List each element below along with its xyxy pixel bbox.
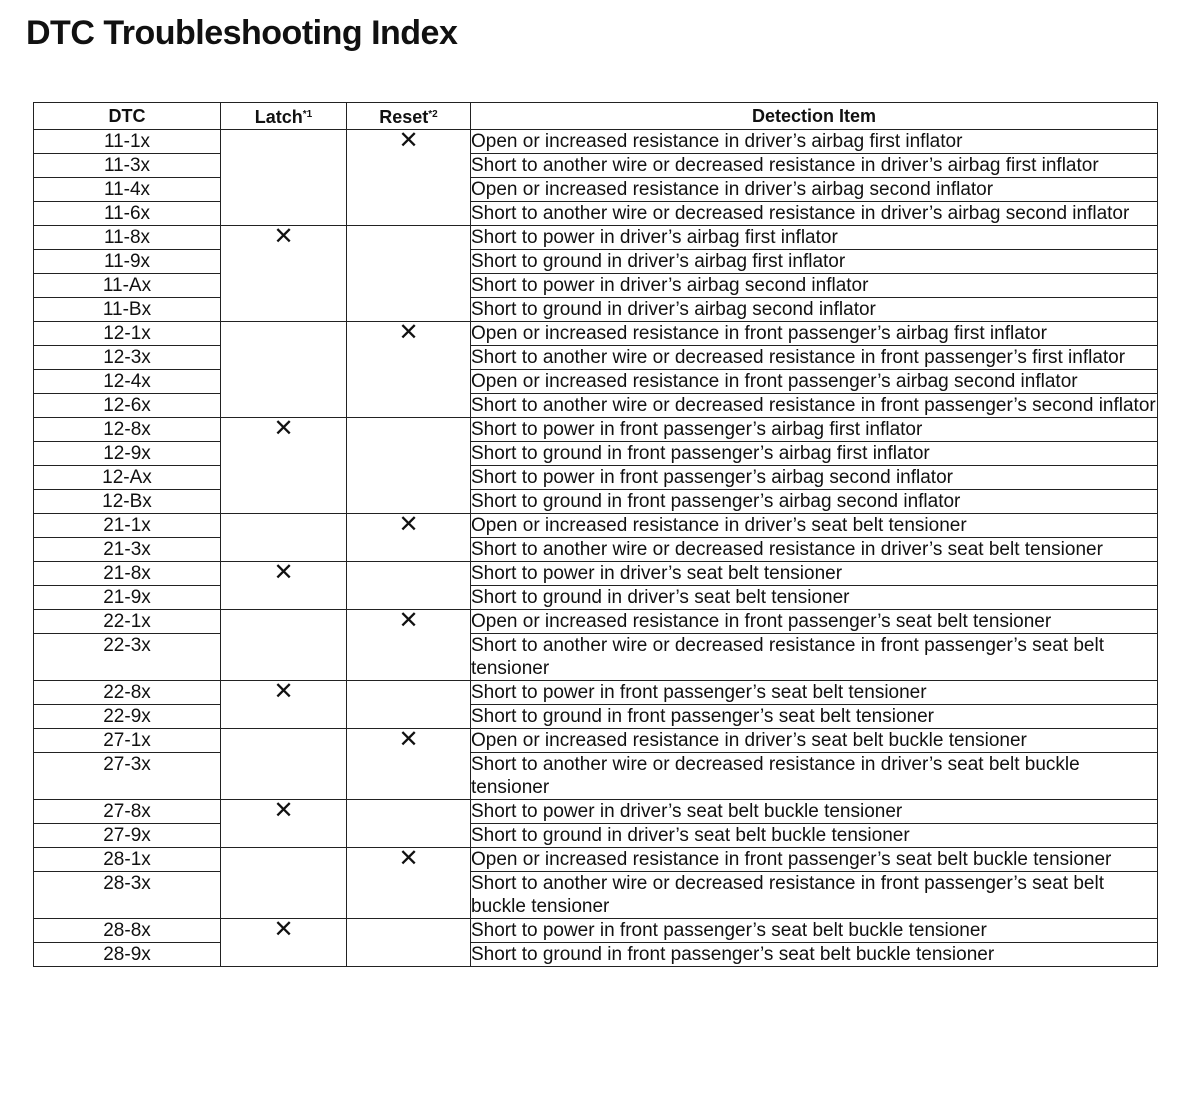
dtc-code: 11-6x (103, 203, 151, 224)
column-header-detection-label: Detection Item (751, 105, 877, 126)
table-row (34, 562, 1158, 586)
table-row (34, 370, 1158, 394)
dtc-code-cell (34, 919, 221, 943)
reset-mark-icon: ✕ (398, 726, 419, 753)
detection-item-cell (471, 394, 1158, 418)
detection-item-cell (471, 346, 1158, 370)
detection-item-text: Short to another wire or decreased resistance in driver’s airbag second inflator (471, 203, 1130, 224)
reset-mark-icon: ✕ (398, 127, 419, 154)
dtc-code-cell (34, 274, 221, 298)
detection-item-text: Open or increased resistance in driver’s airbag first inflator (471, 131, 963, 152)
detection-item-cell (471, 202, 1158, 226)
detection-item-cell (471, 562, 1158, 586)
table-row (34, 800, 1158, 824)
dtc-code: 22-1x (103, 611, 151, 632)
detection-item-text: Short to another wire or decreased resistance in driver’s airbag first inflator (471, 155, 1099, 176)
dtc-code: 12-1x (103, 323, 151, 344)
latch-mark-icon: ✕ (273, 415, 294, 442)
detection-item-text: Short to ground in front passenger’s seat belt buckle tensioner (471, 944, 995, 965)
dtc-code: 11-1x (103, 131, 151, 152)
latch-cell (221, 514, 347, 562)
dtc-code: 11-8x (103, 227, 151, 248)
table-body (34, 127, 1158, 967)
dtc-code: 28-1x (103, 849, 151, 870)
table-row (34, 178, 1158, 202)
detection-item-text: Open or increased resistance in front passenger’s seat belt tensioner (471, 611, 1052, 632)
dtc-code: 27-8x (103, 801, 151, 822)
dtc-code-cell (34, 634, 221, 681)
dtc-code: 21-1x (103, 515, 151, 536)
detection-item-text: Short to power in driver’s airbag second inflator (471, 275, 869, 296)
detection-item-cell (471, 466, 1158, 490)
table-row (34, 394, 1158, 418)
table-row (34, 586, 1158, 610)
detection-item-text: Short to ground in driver’s airbag second inflator (471, 299, 876, 320)
table-row (34, 154, 1158, 178)
dtc-code: 27-3x (103, 754, 151, 775)
dtc-code-cell (34, 538, 221, 562)
dtc-code-cell (34, 130, 221, 154)
dtc-code-cell (34, 370, 221, 394)
table-row (34, 202, 1158, 226)
latch-cell (221, 322, 347, 418)
dtc-code-cell (34, 490, 221, 514)
detection-item-cell (471, 872, 1158, 919)
column-header-latch-label: Latch (254, 107, 303, 127)
page-title: DTC Troubleshooting Index (26, 14, 458, 52)
dtc-code: 28-9x (103, 944, 151, 965)
table-header (34, 103, 1158, 130)
detection-item-cell (471, 298, 1158, 322)
dtc-code-cell (34, 442, 221, 466)
detection-item-cell (471, 226, 1158, 250)
table-row (34, 919, 1158, 943)
detection-item-text: Short to power in driver’s seat belt tensioner (471, 563, 843, 584)
dtc-code-cell (34, 466, 221, 490)
dtc-code-cell (34, 226, 221, 250)
table-row (34, 753, 1158, 800)
dtc-code-cell (34, 705, 221, 729)
detection-item-text: Short to ground in front passenger’s airbag first inflator (471, 443, 930, 464)
dtc-code: 12-8x (103, 419, 151, 440)
dtc-code-cell (34, 872, 221, 919)
detection-item-cell (471, 919, 1158, 943)
detection-item-cell (471, 490, 1158, 514)
detection-item-cell (471, 418, 1158, 442)
latch-cell (221, 729, 347, 800)
dtc-code-cell (34, 824, 221, 848)
latch-mark-icon: ✕ (273, 559, 294, 586)
latch-mark-icon: ✕ (273, 223, 294, 250)
reset-cell (347, 319, 471, 418)
table-row (34, 634, 1158, 681)
latch-mark-icon: ✕ (273, 678, 294, 705)
detection-item-cell (471, 154, 1158, 178)
dtc-code-cell (34, 418, 221, 442)
dtc-code: 21-8x (103, 563, 151, 584)
table-row (34, 943, 1158, 967)
table-row (34, 346, 1158, 370)
detection-item-cell (471, 824, 1158, 848)
detection-item-cell (471, 586, 1158, 610)
dtc-code-cell (34, 178, 221, 202)
table-row (34, 442, 1158, 466)
table-row (34, 418, 1158, 442)
detection-item-cell (471, 848, 1158, 872)
detection-item-text: Short to power in front passenger’s airbag first inflator (471, 419, 923, 440)
dtc-code: 12-9x (103, 443, 151, 464)
dtc-code-cell (34, 394, 221, 418)
detection-item-text: Short to power in driver’s seat belt buckle tensioner (471, 801, 903, 822)
detection-item-cell (471, 178, 1158, 202)
table-row (34, 514, 1158, 538)
table-row (34, 848, 1158, 872)
dtc-code-cell (34, 729, 221, 753)
dtc-code-cell (34, 154, 221, 178)
detection-item-cell (471, 514, 1158, 538)
detection-item-text: Short to power in front passenger’s airbag second inflator (471, 467, 953, 488)
detection-item-text: Open or increased resistance in driver’s airbag second inflator (471, 179, 994, 200)
detection-item-text: Short to ground in front passenger’s seat belt tensioner (471, 706, 934, 727)
table-row (34, 322, 1158, 346)
dtc-code: 12-Ax (102, 467, 152, 488)
dtc-code: 28-8x (103, 920, 151, 941)
dtc-code-cell (34, 610, 221, 634)
dtc-code: 11-3x (103, 155, 151, 176)
table-row (34, 298, 1158, 322)
reset-cell (347, 418, 471, 514)
detection-item-text: Short to ground in driver’s airbag first inflator (471, 251, 846, 272)
header-row (34, 103, 1158, 130)
table-row (34, 824, 1158, 848)
dtc-code-cell (34, 346, 221, 370)
table-row (34, 250, 1158, 274)
detection-item-text: Short to another wire or decreased resistance in front passenger’s seat belt buckle tensioner (471, 873, 1104, 917)
table-row (34, 729, 1158, 753)
detection-item-text: Short to ground in driver’s seat belt buckle tensioner (471, 825, 910, 846)
detection-item-cell (471, 610, 1158, 634)
detection-item-text: Short to power in driver’s airbag first inflator (471, 227, 838, 248)
latch-cell (221, 610, 347, 681)
column-header-reset (347, 103, 471, 130)
dtc-code-cell (34, 800, 221, 824)
reset-mark-icon: ✕ (398, 511, 419, 538)
dtc-code: 11-4x (103, 179, 151, 200)
dtc-code-cell (34, 586, 221, 610)
table-row (34, 226, 1158, 250)
detection-item-text: Open or increased resistance in front passenger’s seat belt buckle tensioner (471, 849, 1112, 870)
latch-cell (221, 130, 347, 226)
detection-item-text: Short to another wire or decreased resistance in driver’s seat belt buckle tensioner (471, 754, 1080, 798)
reset-cell (347, 800, 471, 848)
dtc-code-cell (34, 322, 221, 346)
latch-cell (221, 559, 347, 610)
detection-item-cell (471, 322, 1158, 346)
table-row (34, 538, 1158, 562)
reset-mark-icon: ✕ (398, 607, 419, 634)
detection-item-cell (471, 681, 1158, 705)
dtc-code: 12-Bx (102, 491, 152, 512)
reset-cell (347, 127, 471, 226)
dtc-code: 27-9x (103, 825, 151, 846)
latch-footnote-marker: *1 (302, 109, 313, 120)
dtc-code: 22-8x (103, 682, 151, 703)
reset-cell (347, 726, 471, 800)
latch-cell (221, 223, 347, 322)
detection-item-text: Short to ground in front passenger’s airbag second inflator (471, 491, 961, 512)
table-row (34, 130, 1158, 154)
detection-item-text: Open or increased resistance in front passenger’s airbag second inflator (471, 371, 1078, 392)
detection-item-text: Short to another wire or decreased resistance in front passenger’s seat belt tensioner (471, 635, 1104, 679)
latch-mark-icon: ✕ (273, 797, 294, 824)
reset-footnote-marker: *2 (428, 109, 438, 120)
detection-item-cell (471, 538, 1158, 562)
reset-cell (347, 511, 471, 562)
latch-cell (221, 848, 347, 919)
dtc-code: 28-3x (103, 873, 151, 894)
reset-cell (347, 226, 471, 322)
detection-item-text: Open or increased resistance in driver’s seat belt buckle tensioner (471, 730, 1027, 751)
reset-cell (347, 607, 471, 681)
column-header-dtc (34, 103, 221, 130)
detection-item-cell (471, 442, 1158, 466)
dtc-code-cell (34, 514, 221, 538)
detection-item-text: Short to power in front passenger’s seat belt tensioner (471, 682, 927, 703)
dtc-code: 22-9x (103, 706, 151, 727)
table-row (34, 274, 1158, 298)
dtc-code-cell (34, 681, 221, 705)
table-row (34, 705, 1158, 729)
detection-item-text: Short to another wire or decreased resistance in driver’s seat belt tensioner (471, 539, 1103, 560)
dtc-code-cell (34, 848, 221, 872)
detection-item-cell (471, 800, 1158, 824)
reset-cell (347, 562, 471, 610)
detection-item-cell (471, 274, 1158, 298)
dtc-code-cell (34, 943, 221, 967)
detection-item-text: Open or increased resistance in front passenger’s airbag first inflator (471, 323, 1047, 344)
table-row (34, 466, 1158, 490)
detection-item-cell (471, 634, 1158, 681)
dtc-code-cell (34, 753, 221, 800)
reset-cell (347, 681, 471, 729)
reset-mark-icon: ✕ (398, 319, 419, 346)
dtc-code-cell (34, 250, 221, 274)
detection-item-text: Short to another wire or decreased resistance in front passenger’s first inflator (471, 347, 1126, 368)
latch-cell (221, 797, 347, 848)
dtc-code: 11-9x (103, 251, 151, 272)
detection-item-text: Short to another wire or decreased resistance in front passenger’s second inflator (471, 395, 1156, 416)
dtc-code: 22-3x (103, 635, 151, 656)
column-header-reset-label: Reset (379, 107, 429, 127)
table-row (34, 610, 1158, 634)
dtc-code: 21-9x (103, 587, 151, 608)
reset-cell (347, 919, 471, 967)
dtc-code-cell (34, 202, 221, 226)
reset-mark-icon: ✕ (398, 845, 419, 872)
reset-cell (347, 845, 471, 919)
dtc-code: 11-Ax (102, 275, 152, 296)
detection-item-cell (471, 705, 1158, 729)
latch-cell (221, 678, 347, 729)
table-row (34, 681, 1158, 705)
column-header-dtc-label: DTC (108, 105, 146, 126)
dtc-code: 12-3x (103, 347, 151, 368)
dtc-index-table (33, 102, 1158, 967)
dtc-code: 27-1x (103, 730, 151, 751)
dtc-code: 12-6x (103, 395, 151, 416)
column-header-detection-item (471, 103, 1158, 130)
column-header-latch (221, 103, 347, 130)
detection-item-cell (471, 130, 1158, 154)
detection-item-text: Short to power in front passenger’s seat belt buckle tensioner (471, 920, 987, 941)
latch-mark-icon: ✕ (273, 916, 294, 943)
latch-cell (221, 916, 347, 967)
latch-cell (221, 415, 347, 514)
dtc-code: 12-4x (103, 371, 151, 392)
dtc-code-cell (34, 298, 221, 322)
detection-item-cell (471, 729, 1158, 753)
dtc-code: 11-Bx (102, 299, 152, 320)
table-row (34, 490, 1158, 514)
table-row (34, 872, 1158, 919)
dtc-code-cell (34, 562, 221, 586)
detection-item-text: Open or increased resistance in driver’s seat belt tensioner (471, 515, 967, 536)
dtc-code: 21-3x (103, 539, 151, 560)
detection-item-text: Short to ground in driver’s seat belt tensioner (471, 587, 850, 608)
detection-item-cell (471, 753, 1158, 800)
detection-item-cell (471, 370, 1158, 394)
detection-item-cell (471, 943, 1158, 967)
detection-item-cell (471, 250, 1158, 274)
